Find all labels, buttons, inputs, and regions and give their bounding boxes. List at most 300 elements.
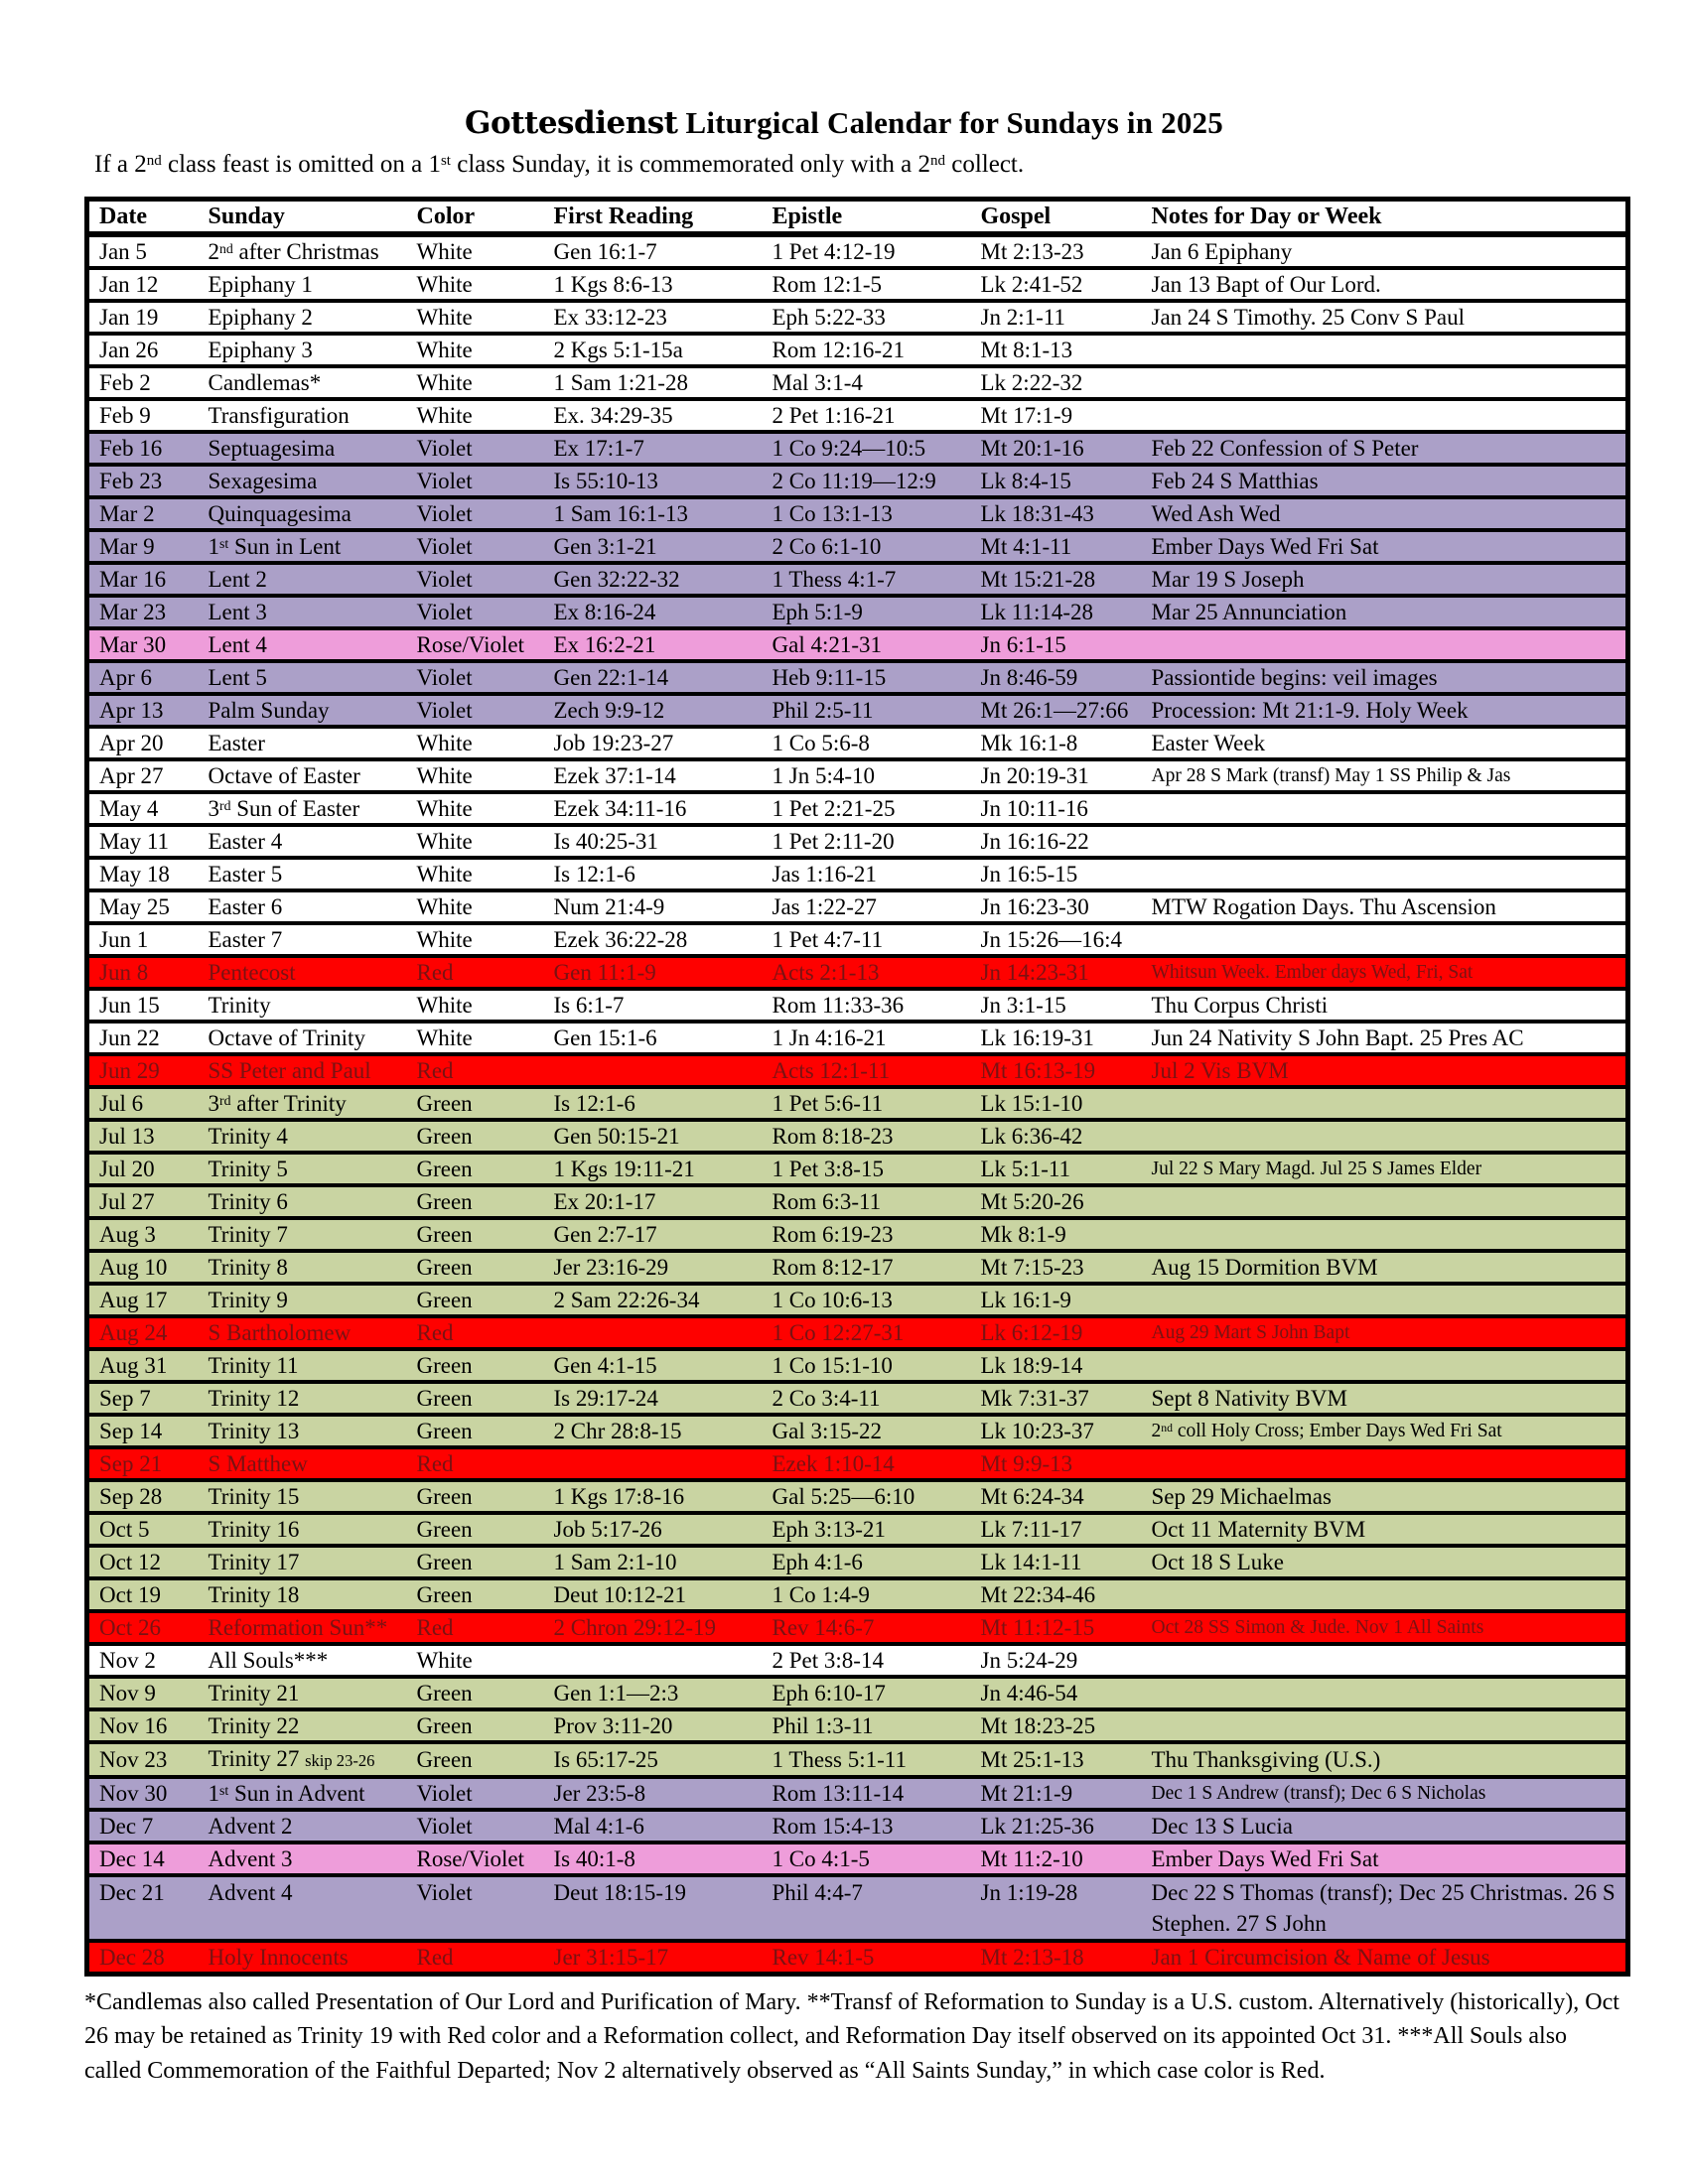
cell-notes: Jul 2 Vis BVM [1151,1058,1289,1083]
cell-first: Job 5:17-26 [553,1517,662,1542]
table-row [87,694,1628,727]
cell-date: Dec 21 [99,1880,165,1905]
cell-first: Deut 18:15-19 [553,1880,687,1905]
cell-gospel: Lk 16:19-31 [980,1025,1094,1050]
cell-notes [1142,858,1628,890]
table-row [87,334,1628,366]
table-row [87,1415,1628,1447]
cell-epistle: 2 Co 11:19—12:9 [772,469,936,493]
cell-notes: Jan 24 S Timothy. 25 Conv S Paul [1151,305,1465,330]
cell-epistle: 1 Pet 3:8-15 [772,1157,884,1181]
cell-epistle: Rom 6:19-23 [772,1222,894,1247]
cell-sunday: Epiphany 3 [208,338,313,362]
cell-date: Mar 30 [99,632,167,657]
cell-first: Prov 3:11-20 [553,1713,673,1738]
cell-first: Is 12:1-6 [553,862,635,887]
cell-sunday: 3rd after Trinity [208,1091,347,1116]
cell-date: Aug 3 [99,1222,156,1247]
liturgical-calendar-table [84,197,1630,1977]
cell-color: Green [416,1386,473,1411]
table-row [87,759,1628,792]
cell-epistle: 1 Co 13:1-13 [772,501,893,526]
cell-sunday: Advent 2 [208,1814,293,1839]
cell-color: Green [416,1255,473,1280]
cell-gospel: Mt 17:1-9 [980,403,1073,428]
cell-sunday: 3rd Sun of Easter [208,796,360,821]
cell-first: Ezek 34:11-16 [553,796,687,821]
cell-color: White [416,862,473,887]
cell-first: Gen 15:1-6 [553,1025,657,1050]
cell-sunday: Advent 4 [208,1880,293,1905]
cell-epistle: 1 Co 5:6-8 [772,731,870,755]
cell-first: 1 Kgs 19:11-21 [553,1157,695,1181]
cell-gospel: Jn 16:23-30 [980,894,1089,919]
cell-gospel: Mt 7:15-23 [980,1255,1084,1280]
cell-date: Nov 30 [99,1781,168,1806]
cell-epistle: Rom 12:1-5 [772,272,883,297]
cell-first: Gen 3:1-21 [553,534,657,559]
table-row [87,596,1628,628]
cell-sunday: Reformation Sun** [208,1615,388,1640]
cell-sunday: 1st Sun in Advent [208,1781,365,1806]
cell-gospel: Lk 6:36-42 [980,1124,1083,1149]
cell-color: White [416,927,473,952]
table-row [87,1810,1628,1843]
cell-notes: Jun 24 Nativity S John Bapt. 25 Pres AC [1151,1025,1524,1050]
cell-color: White [416,239,473,264]
cell-gospel: Lk 16:1-9 [980,1288,1071,1312]
table-header [87,200,1628,235]
cell-date: Nov 2 [99,1648,156,1673]
cell-epistle: 1 Co 9:24—10:5 [772,436,926,461]
cell-color: Violet [416,469,473,493]
cell-epistle: Gal 4:21-31 [772,632,883,657]
cell-sunday: Trinity 22 [208,1713,300,1738]
table-row [87,956,1628,989]
cell-notes: Mar 25 Annunciation [1151,600,1347,624]
cell-color: Violet [416,501,473,526]
cell-date: Nov 23 [99,1747,168,1772]
cell-epistle: Rev 14:6-7 [772,1615,875,1640]
cell-notes: Passiontide begins: veil images [1151,665,1438,690]
cell-first: 2 Kgs 5:1-15a [553,338,683,362]
cell-first: Ezek 37:1-14 [553,763,676,788]
cell-epistle: 1 Pet 4:12-19 [772,239,896,264]
cell-notes [1142,825,1628,858]
cell-date: Apr 6 [99,665,153,690]
cell-sunday: Trinity 27 skip 23-26 [208,1746,375,1771]
cell-sunday: Pentecost [208,960,296,985]
cell-color: Red [416,1615,454,1640]
cell-sunday: Lent 5 [208,665,267,690]
brand-name: Gottesdienst [465,105,678,141]
cell-first: Ex 33:12-23 [553,305,667,330]
cell-epistle: Jas 1:16-21 [772,862,877,887]
cell-color: White [416,796,473,821]
cell-date: Dec 14 [99,1846,165,1871]
cell-date: Dec 28 [99,1945,165,1970]
cell-sunday: S Bartholomew [208,1320,352,1345]
cell-notes [1142,792,1628,825]
cell-epistle: Jas 1:22-27 [772,894,877,919]
header-epistle: Epistle [772,203,843,229]
cell-color: Violet [416,698,473,723]
table-row [87,1709,1628,1742]
table-row [87,432,1628,465]
cell-gospel: Jn 1:19-28 [980,1880,1078,1905]
table-row [87,628,1628,661]
cell-color: White [416,305,473,330]
cell-notes [1142,1087,1628,1120]
cell-gospel: Lk 5:1-11 [980,1157,1070,1181]
cell-date: Nov 16 [99,1713,168,1738]
cell-notes: 2nd coll Holy Cross; Ember Days Wed Fri Sat [1151,1421,1502,1441]
cell-first: 2 Chron 29:12-19 [553,1615,717,1640]
cell-sunday: Easter 6 [208,894,283,919]
cell-date: Jun 22 [99,1025,160,1050]
table-row [87,1349,1628,1382]
header-sunday: Sunday [208,203,285,229]
cell-date: Jul 6 [99,1091,144,1116]
table-row [87,825,1628,858]
cell-epistle: 1 Pet 5:6-11 [772,1091,884,1116]
table-row [87,1120,1628,1153]
cell-epistle: Eph 3:13-21 [772,1517,886,1542]
cell-color: Green [416,1713,473,1738]
table-row [87,1447,1628,1480]
table-row [87,366,1628,399]
title-rest: Liturgical Calendar for Sundays in 2025 [677,105,1223,140]
cell-date: Feb 2 [99,370,151,395]
cell-color: White [416,829,473,854]
cell-sunday: Trinity 21 [208,1681,300,1706]
cell-sunday: Advent 3 [208,1846,293,1871]
cell-first [544,1644,763,1677]
cell-notes: Oct 28 SS Simon & Jude. Nov 1 All Saints [1151,1617,1484,1638]
cell-first: Jer 23:16-29 [553,1255,669,1280]
cell-sunday: Trinity 12 [208,1386,300,1411]
cell-sunday: Septuagesima [208,436,336,461]
table-row [87,1677,1628,1709]
cell-notes: Ember Days Wed Fri Sat [1151,534,1379,559]
cell-epistle: Eph 4:1-6 [772,1550,863,1574]
cell-color: Violet [416,1880,473,1905]
cell-notes: Feb 24 S Matthias [1151,469,1319,493]
cell-sunday: Candlemas* [208,370,322,395]
table-row [87,1578,1628,1611]
cell-date: Oct 26 [99,1615,161,1640]
cell-first: Ezek 36:22-28 [553,927,688,952]
cell-sunday: Trinity 17 [208,1550,300,1574]
table-row [87,563,1628,596]
cell-date: Jan 26 [99,338,159,362]
cell-sunday: Trinity 13 [208,1419,300,1443]
cell-color: Green [416,1091,473,1116]
cell-first: Is 6:1-7 [553,993,625,1018]
cell-color: Green [416,1157,473,1181]
cell-gospel: Jn 10:11-16 [980,796,1088,821]
cell-notes [1142,399,1628,432]
cell-epistle: 1 Pet 4:7-11 [772,927,884,952]
cell-gospel: Mt 26:1—27:66 [980,698,1129,723]
cell-sunday: Octave of Easter [208,763,360,788]
cell-date: Aug 31 [99,1353,168,1378]
cell-gospel: Lk 2:22-32 [980,370,1083,395]
cell-notes: Mar 19 S Joseph [1151,567,1305,592]
table-row [87,234,1628,268]
cell-gospel: Mt 11:2-10 [980,1846,1083,1871]
cell-notes: Sept 8 Nativity BVM [1151,1386,1347,1411]
cell-date: Sep 28 [99,1484,163,1509]
cell-gospel: Jn 16:16-22 [980,829,1089,854]
cell-sunday: Trinity 4 [208,1124,288,1149]
cell-notes: Apr 28 S Mark (transf) May 1 SS Philip & Jas [1151,765,1511,786]
cell-first: Is 40:25-31 [553,829,658,854]
cell-color: Rose/Violet [416,632,524,657]
cell-color: White [416,403,473,428]
table-row [87,989,1628,1022]
cell-color: Green [416,1681,473,1706]
cell-first: 2 Chr 28:8-15 [553,1419,682,1443]
cell-notes: Jan 6 Epiphany [1151,239,1293,264]
cell-first: Is 40:1-8 [553,1846,635,1871]
cell-color: White [416,338,473,362]
cell-color: Violet [416,1781,473,1806]
cell-first: Num 21:4-9 [553,894,665,919]
cell-color: White [416,894,473,919]
cell-sunday: S Matthew [208,1451,308,1476]
cell-notes: Dec 13 S Lucia [1151,1814,1293,1839]
cell-gospel: Lk 8:4-15 [980,469,1071,493]
cell-date: Apr 27 [99,763,164,788]
cell-date: Jan 19 [99,305,159,330]
cell-notes: Procession: Mt 21:1-9. Holy Week [1151,698,1469,723]
cell-sunday: Trinity [208,993,271,1018]
cell-sunday: Easter 4 [208,829,283,854]
cell-gospel: Mk 8:1-9 [980,1222,1066,1247]
cell-date: Jun 15 [99,993,160,1018]
cell-gospel: Lk 11:14-28 [980,600,1093,624]
cell-color: White [416,272,473,297]
cell-color: Green [416,1419,473,1443]
cell-date: Aug 10 [99,1255,168,1280]
cell-gospel: Mt 22:34-46 [980,1582,1096,1607]
header-gospel: Gospel [980,203,1052,229]
cell-gospel: Mt 4:1-11 [980,534,1072,559]
cell-notes [1142,628,1628,661]
cell-sunday: Lent 3 [208,600,267,624]
cell-first: Is 29:17-24 [553,1386,658,1411]
cell-gospel: Lk 18:31-43 [980,501,1094,526]
cell-gospel: Mt 9:9-13 [980,1451,1073,1476]
cell-epistle: Rom 15:4-13 [772,1814,894,1839]
table-row [87,1941,1628,1975]
cell-first: Gen 2:7-17 [553,1222,657,1247]
cell-date: Jul 20 [99,1157,155,1181]
table-row [87,1022,1628,1054]
cell-color: Violet [416,665,473,690]
cell-date: Jun 29 [99,1058,160,1083]
cell-epistle: Acts 2:1-13 [772,960,880,985]
cell-color: Green [416,1747,473,1772]
table-row [87,268,1628,301]
header-color: Color [416,203,476,229]
calendar-rows [87,234,1628,1975]
table-row [87,1742,1628,1777]
cell-sunday: 1st Sun in Lent [208,534,342,559]
cell-sunday: Lent 4 [208,632,267,657]
cell-epistle: Phil 1:3-11 [772,1713,874,1738]
cell-first [544,1316,763,1349]
cell-first: Deut 10:12-21 [553,1582,687,1607]
cell-gospel: Mt 8:1-13 [980,338,1073,362]
cell-notes [1142,334,1628,366]
cell-first: Jer 31:15-17 [553,1945,669,1970]
cell-epistle: Gal 5:25—6:10 [772,1484,915,1509]
header-first-reading: First Reading [553,203,694,229]
cell-notes [1142,1349,1628,1382]
cell-date: Oct 12 [99,1550,161,1574]
cell-gospel: Mt 2:13-23 [980,239,1084,264]
cell-epistle: 1 Co 4:1-5 [772,1846,870,1871]
cell-color: Green [416,1484,473,1509]
cell-sunday: Trinity 6 [208,1189,288,1214]
cell-color: White [416,1648,473,1673]
cell-color: Violet [416,567,473,592]
cell-epistle: Rom 12:16-21 [772,338,906,362]
cell-color: Green [416,1124,473,1149]
cell-epistle: 1 Jn 5:4-10 [772,763,875,788]
cell-notes [1142,1185,1628,1218]
cell-gospel: Mt 20:1-16 [980,436,1084,461]
cell-notes: Jan 1 Circumcision & Name of Jesus [1151,1945,1490,1970]
cell-date: Aug 17 [99,1288,168,1312]
cell-color: Red [416,1945,454,1970]
cell-epistle: Heb 9:11-15 [772,665,887,690]
cell-gospel: Jn 3:1-15 [980,993,1066,1018]
cell-first [544,1054,763,1087]
cell-date: May 4 [99,796,159,821]
cell-gospel: Lk 21:25-36 [980,1814,1094,1839]
cell-epistle: Rev 14:1-5 [772,1945,875,1970]
cell-epistle: Eph 5:1-9 [772,600,863,624]
cell-gospel: Mk 7:31-37 [980,1386,1089,1411]
table-row [87,923,1628,956]
cell-epistle: 1 Co 10:6-13 [772,1288,893,1312]
cell-color: White [416,370,473,395]
cell-date: May 11 [99,829,170,854]
cell-date: Apr 20 [99,731,164,755]
cell-color: Violet [416,436,473,461]
cell-epistle: 1 Jn 4:16-21 [772,1025,887,1050]
cell-date: Jul 13 [99,1124,155,1149]
cell-date: Jul 27 [99,1189,155,1214]
cell-epistle: 2 Co 6:1-10 [772,534,882,559]
cell-epistle: Gal 3:15-22 [772,1419,883,1443]
cell-epistle: 2 Pet 1:16-21 [772,403,896,428]
cell-sunday: Palm Sunday [208,698,330,723]
cell-notes: Jul 22 S Mary Magd. Jul 25 S James Elder [1151,1159,1482,1179]
cell-date: Dec 7 [99,1814,154,1839]
cell-sunday: SS Peter and Paul [208,1058,371,1083]
cell-sunday: 2nd after Christmas [208,239,379,264]
table-row [87,1087,1628,1120]
cell-sunday: Lent 2 [208,567,267,592]
cell-date: May 25 [99,894,170,919]
cell-first: 1 Sam 1:21-28 [553,370,688,395]
cell-notes: Sep 29 Michaelmas [1151,1484,1332,1509]
cell-notes: Whitsun Week. Ember days Wed, Fri, Sat [1151,962,1474,983]
table-row [87,1316,1628,1349]
cell-notes [1142,1218,1628,1251]
cell-first: Gen 4:1-15 [553,1353,657,1378]
cell-sunday: Transfiguration [208,403,350,428]
cell-notes [1142,366,1628,399]
cell-epistle: Ezek 1:10-14 [772,1451,895,1476]
table-row [87,1644,1628,1677]
cell-notes [1142,1120,1628,1153]
cell-epistle: 1 Thess 4:1-7 [772,567,897,592]
cell-notes: MTW Rogation Days. Thu Ascension [1151,894,1496,919]
cell-gospel: Lk 18:9-14 [980,1353,1083,1378]
table-row [87,890,1628,923]
cell-epistle: 2 Pet 3:8-14 [772,1648,884,1673]
footnote-text: *Candlemas also called Presentation of Our Lord and Purification of Mary. **Transf of Reformation to Sunday is a U.S. custom. Alternatively (historically), Oct 26 may be retained as Trinity 19 with Red color and a Reformation collect, and Reformation Day itself observed on its appointed Oct 31. ***All Souls also called Commemoration of the Faithful Departed; Nov 2 alternatively observed as “All Saints Sunday,” in which case color is Red. [84,1989,1619,2084]
cell-epistle: Phil 4:4-7 [772,1880,863,1905]
cell-gospel: Lk 15:1-10 [980,1091,1083,1116]
cell-epistle: 1 Co 15:1-10 [772,1353,893,1378]
cell-first: Ex 16:2-21 [553,632,656,657]
cell-gospel: Mt 25:1-13 [980,1747,1084,1772]
cell-color: Violet [416,600,473,624]
cell-sunday: Trinity 7 [208,1222,288,1247]
cell-epistle: 1 Thess 5:1-11 [772,1747,907,1772]
table-row [87,530,1628,563]
cell-color: Red [416,1451,454,1476]
cell-first: 1 Kgs 17:8-16 [553,1484,685,1509]
cell-gospel: Lk 6:12-19 [980,1320,1083,1345]
cell-color: Green [416,1582,473,1607]
cell-sunday: Epiphany 2 [208,305,313,330]
cell-gospel: Lk 14:1-11 [980,1550,1082,1574]
cell-date: Mar 16 [99,567,167,592]
cell-epistle: Rom 6:3-11 [772,1189,882,1214]
table-row [87,792,1628,825]
cell-color: Green [416,1517,473,1542]
cell-date: Feb 16 [99,436,163,461]
cell-epistle: Phil 2:5-11 [772,698,874,723]
cell-epistle: 1 Co 12:27-31 [772,1320,905,1345]
cell-first: 2 Sam 22:26-34 [553,1288,700,1312]
cell-notes: Thu Thanksgiving (U.S.) [1151,1747,1381,1772]
table-row [87,1153,1628,1185]
table-row [87,497,1628,530]
cell-gospel: Mt 15:21-28 [980,567,1096,592]
header-notes: Notes for Day or Week [1151,203,1382,229]
cell-color: Green [416,1222,473,1247]
cell-first: Gen 32:22-32 [553,567,680,592]
cell-first: 1 Sam 16:1-13 [553,501,688,526]
cell-notes: Aug 29 Mart S John Bapt [1151,1322,1350,1343]
cell-sunday: Quinquagesima [208,501,352,526]
cell-notes: Jan 13 Bapt of Our Lord. [1151,272,1381,297]
table-row [87,661,1628,694]
cell-sunday: Trinity 8 [208,1255,288,1280]
table-row [87,1843,1628,1875]
header-row [87,200,1628,235]
cell-date: Sep 7 [99,1386,151,1411]
table-row [87,301,1628,334]
